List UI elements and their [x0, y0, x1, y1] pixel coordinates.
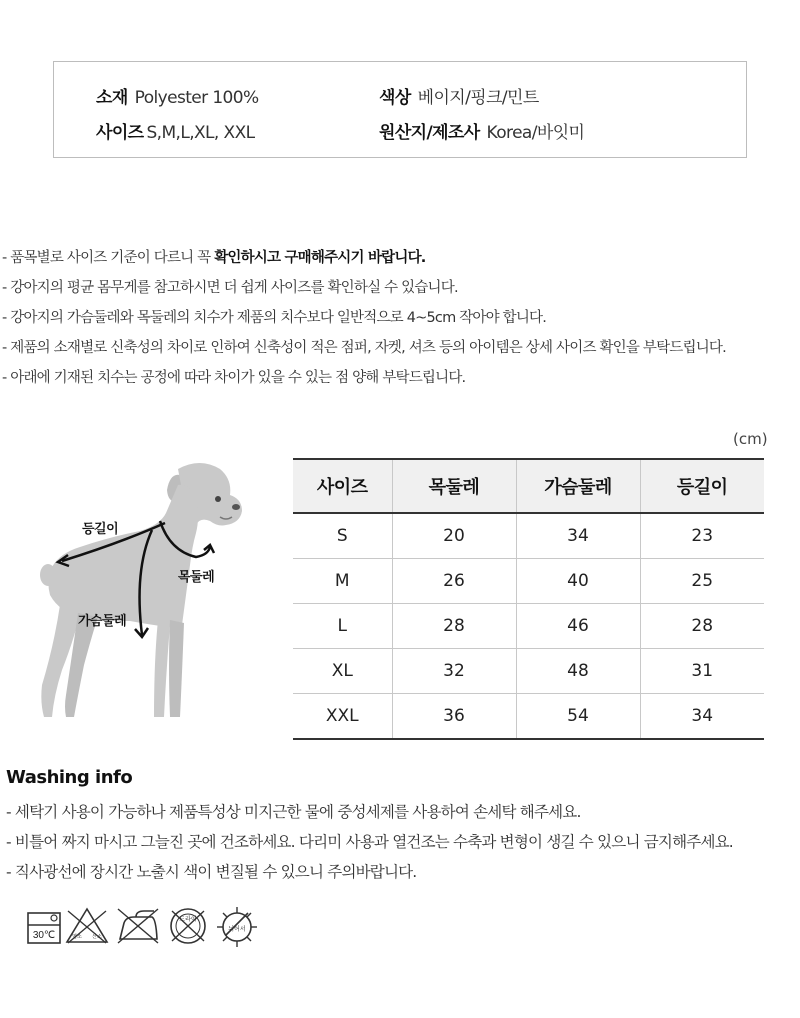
- header-neck: 목둘레: [392, 459, 516, 513]
- back-length-cell: 34: [691, 706, 714, 726]
- table-row: [293, 513, 764, 559]
- back-length-cell: 25: [640, 559, 764, 604]
- back-length-cell: 23: [640, 513, 764, 559]
- note-line: - 제품의 소재별로 신축성의 차이로 인하여 신축성이 적은 점퍼, 자켓, 셔츠 등의 아이템은 상세 사이즈 확인을 부탁드립니다.: [2, 340, 726, 356]
- oxygen-text: 산소: [92, 934, 102, 940]
- size-cell: S: [293, 513, 392, 559]
- spec-origin-value: Korea/바잇미: [486, 123, 585, 143]
- spec-size-value: S,M,L,XL, XXL: [146, 123, 255, 143]
- note-emphasis: 확인하시고 구매해주시기 바랍니다.: [214, 250, 426, 266]
- spec-color: [379, 83, 539, 108]
- no-iron-icon: [114, 905, 162, 945]
- header-back-length: 등길이: [640, 459, 764, 513]
- spec-color-label: 색상: [379, 88, 411, 108]
- back-length-cell: 28: [640, 604, 764, 649]
- header-size: 사이즈: [293, 459, 392, 513]
- note-line: - 강아지의 평균 몸무게를 참고하시면 더 쉽게 사이즈를 확인하실 수 있습니다.: [2, 280, 458, 296]
- size-cell: XXL: [293, 694, 392, 740]
- neck-cell: 26: [392, 559, 516, 604]
- dog-measurement-diagram: [20, 455, 270, 739]
- lay-flat-text: 뉘어서: [228, 926, 246, 933]
- spec-material: [96, 83, 259, 108]
- no-tumble-dry-icon: [166, 905, 210, 947]
- chest-cell: 48: [516, 649, 640, 694]
- product-spec-box: [53, 61, 747, 158]
- unit-label: (cm): [733, 430, 768, 448]
- washing-info-title: Washing info: [6, 767, 133, 788]
- size-table: [293, 458, 764, 740]
- washing-line: - 비틀어 짜지 마시고 그늘진 곳에 건조하세요. 다리미 사용과 열건조는 수축과 변형이 생길 수 있으니 금지해주세요.: [6, 833, 733, 851]
- note-text: - 품목별로 사이즈 기준이 다르니 꼭: [2, 250, 215, 266]
- size-cell: M: [293, 559, 392, 604]
- header-chest: 가슴둘레: [516, 459, 640, 513]
- chest-label: 가슴둘레: [78, 614, 127, 629]
- note-line: [2, 246, 426, 267]
- dog-body-shape: [40, 463, 242, 717]
- washing-line: - 세탁기 사용이 가능하나 제품특성상 미지근한 물에 중성세제를 사용하여 손세탁 해주세요.: [6, 803, 581, 821]
- note-line: - 아래에 기재된 치수는 공정에 따라 차이가 있을 수 있는 점 양해 부탁드립니다.: [2, 370, 466, 386]
- chest-cell: 54: [516, 694, 640, 740]
- wash-temp-text: 30℃: [32, 930, 56, 941]
- no-wring-icon: [214, 905, 260, 949]
- neck-cell: 28: [392, 604, 516, 649]
- spec-material-value: Polyester 100%: [134, 88, 259, 108]
- spec-color-value: 베이지/핑크/민트: [417, 88, 539, 108]
- table-row: [293, 649, 764, 694]
- chlorine-text: 염소: [72, 934, 82, 940]
- chest-cell: 40: [516, 559, 640, 604]
- spec-material-label: 소재: [96, 88, 128, 108]
- neck-cell: 32: [392, 649, 516, 694]
- spec-origin-label: 원산지/제조사: [379, 123, 480, 143]
- chest-cell: 34: [516, 513, 640, 559]
- neck-cell: 36: [392, 694, 516, 740]
- dry-text: 드라이: [179, 916, 197, 923]
- table-row: [293, 604, 764, 649]
- spec-size: [96, 118, 255, 143]
- dog-nose-icon: [232, 504, 240, 510]
- washing-line: - 직사광선에 장시간 노출시 색이 변질될 수 있으니 주의바랍니다.: [6, 863, 417, 881]
- dog-silhouette: [20, 455, 270, 735]
- size-cell: L: [293, 604, 392, 649]
- spec-size-label: 사이즈: [96, 123, 144, 143]
- neck-label: 목둘레: [178, 570, 215, 585]
- dog-eye-icon: [215, 496, 221, 502]
- no-bleach-icon: [64, 905, 110, 945]
- table-header-row: [293, 459, 764, 513]
- table-row: [293, 694, 764, 740]
- table-row: [293, 559, 764, 604]
- back-length-cell: 31: [640, 649, 764, 694]
- spec-origin: [379, 118, 584, 143]
- neck-cell: 20: [392, 513, 516, 559]
- back-length-label: 등길이: [82, 522, 119, 537]
- chest-cell: 46: [516, 604, 640, 649]
- wash-30c-icon: [26, 905, 62, 945]
- size-cell: XL: [293, 649, 392, 694]
- note-line: - 강아지의 가슴둘레와 목둘레의 치수가 제품의 치수보다 일반적으로 4~5cm 작아야 합니다.: [2, 310, 547, 326]
